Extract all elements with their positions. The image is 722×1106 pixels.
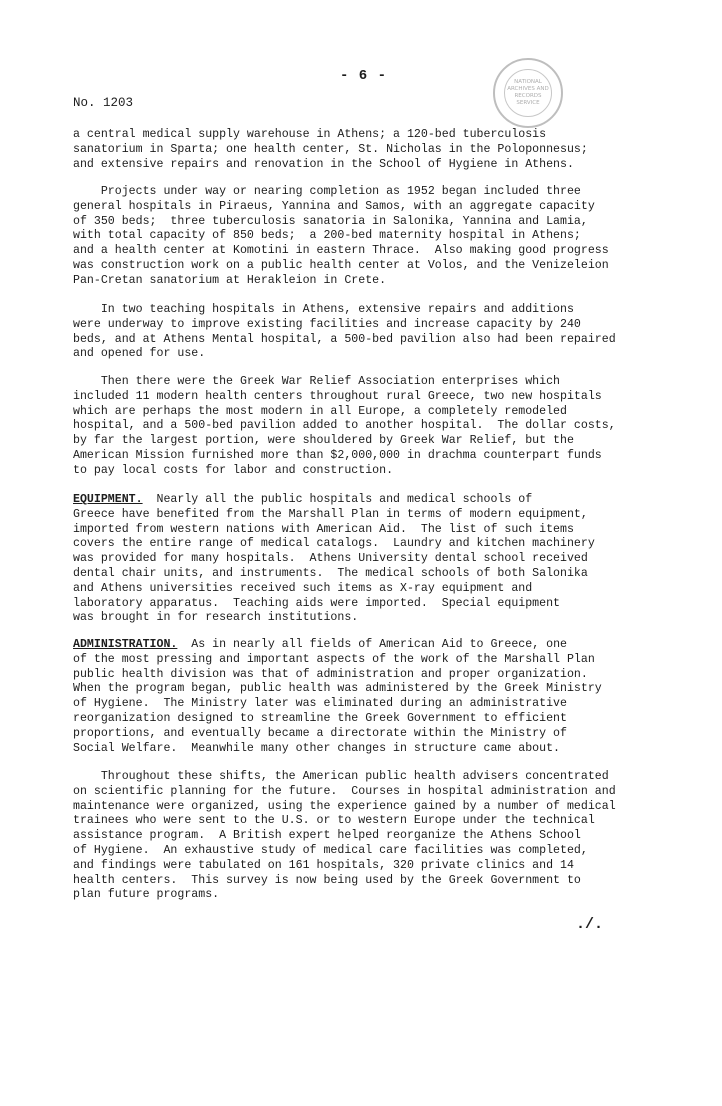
- paragraph-teaching-hospitals: In two teaching hospitals in Athens, extensive repairs and additions were underway to improve existing facilities and increase capacity by 240 beds, and at Athens Mental hospital, a 500-bed pavilion also had been repaired and opened for use.: [73, 303, 616, 361]
- paragraph-equipment: [73, 493, 673, 626]
- stamp-line-4: SERVICE: [516, 100, 540, 106]
- administration-body: As in nearly all fields of American Aid to Greece, one of the most pressing and important aspects of the work of the Marshall Plan public health division was that of administration and proper organization. When the program began, public health was administered by the Greek Ministry of Hygiene. The Ministry later was eliminated during an administrative reorganization designed to streamline the Greek Government to efficient proportions, and eventually became a directorate within the Ministry of Social Welfare. Meanwhile many other changes in structure came about.: [73, 638, 602, 755]
- page-number: - 6 -: [340, 68, 388, 84]
- paragraph-supply-warehouse: a central medical supply warehouse in Athens; a 120-bed tuberculosis sanatorium in Sparta; one health center, St. Nicholas in the Poloponnesus; and extensive repairs and renovation in the School of Hygiene in Athens.: [73, 128, 588, 171]
- paragraph-greek-war-relief: Then there were the Greek War Relief Association enterprises which included 11 modern health centers throughout rural Greece, two new hospitals which are perhaps the most modern in all Europe, a completely remodeled hospital, and a 500-bed pavilion added to another hospital. The dollar costs, by far the largest portion, were shouldered by Greek War Relief, but the American Mission furnished more than $2,000,000 in drachma counterpart funds to pay local costs for labor and construction.: [73, 375, 616, 477]
- stamp-line-3: RECORDS: [514, 93, 542, 99]
- paragraph-projects-under-way: Projects under way or nearing completion as 1952 began included three general hospitals in Piraeus, Yannina and Samos, with an aggregate capacity of 350 beds; three tuberculosis sanatoria in Salonika, Yannina and Lamia, with total capacity of 850 beds; a 200-bed maternity hospital in Athens; and a health center at Komotini in eastern Thrace. Also making good progress was construction work on a public health center at Volos, and the Venizeleion Pan-Cretan sanatorium at Herakleion in Crete.: [73, 185, 609, 287]
- continued-mark: ./.: [576, 916, 604, 933]
- paragraph-administration: [73, 638, 673, 756]
- stamp-line-1: NATIONAL: [514, 79, 542, 85]
- document-number: No. 1203: [73, 96, 134, 110]
- stamp-line-2: ARCHIVES AND: [507, 86, 549, 92]
- equipment-body: Nearly all the public hospitals and medical schools of Greece have benefited from the Marshall Plan in terms of modern equipment, imported from western nations with American Aid. The list of such items covers the entire range of medical catalogs. Laundry and kitchen machinery was provided for many hospitals. Athens University dental school received dental chair units, and instruments. The medical schools of both Salonika and Athens universities received such items as X-ray equipment and laboratory apparatus. Teaching aids were imported. Special equipment was brought in for research institutions.: [73, 493, 595, 625]
- equipment-heading: EQUIPMENT.: [73, 493, 143, 506]
- administration-heading: ADMINISTRATION.: [73, 638, 178, 651]
- archives-stamp-icon: [493, 58, 563, 128]
- paragraph-throughout-shifts: Throughout these shifts, the American public health advisers concentrated on scientific planning for the future. Courses in hospital administration and maintenance were organized, using the experience gained by a number of medical trainees who were sent to the U.S. or to western Europe under the technical assistance program. A British expert helped reorganize the Athens School of Hygiene. An exhaustive study of medical care facilities was completed, and findings were tabulated on 161 hospitals, 320 private clinics and 14 health centers. This survey is now being used by the Greek Government to plan future programs.: [73, 770, 616, 902]
